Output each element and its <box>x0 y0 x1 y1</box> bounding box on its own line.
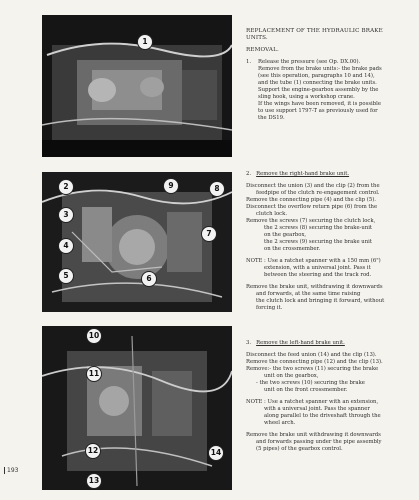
section3-line: - the two screws (10) securing the brake <box>256 380 365 386</box>
callout-9: 9 <box>163 178 179 194</box>
section-1-subtitle: REMOVAL. <box>246 47 279 53</box>
callout-12: 12 <box>85 443 101 459</box>
section-1-line: sling hook, using a workshop crane. <box>258 94 355 100</box>
callout-10: 10 <box>86 328 102 344</box>
callout-8: 8 <box>209 181 225 197</box>
section3-line: Remove the brake unit withdrawing it downwards <box>246 432 381 438</box>
section2-line: forcing it. <box>256 305 283 311</box>
section3-line: Remove:- the two screws (11) securing the brake <box>246 366 379 372</box>
callout-1: 1 <box>137 34 153 50</box>
section2-line: on the gearbox, <box>264 232 307 238</box>
section-1-line: If the wings have been removed, it is possible <box>258 101 381 107</box>
section-2-heading: Remove the right-hand brake unit. <box>256 171 350 177</box>
callout-2: 2 <box>58 179 74 195</box>
section2-line: clutch lock. <box>256 211 288 217</box>
section-3 <box>246 340 412 453</box>
section3-line: Disconnect the feed union (14) and the clip (13). <box>246 352 377 358</box>
section2-line: between the steering and the track rod. <box>264 272 372 278</box>
section-1-line: (see this operation, paragraphs 10 and 14), <box>258 73 375 79</box>
callout-4: 4 <box>58 238 74 254</box>
section3-line: and forwards passing under the pipe assembly <box>256 439 382 445</box>
section-3-heading: Remove the left-hand brake unit. <box>256 340 345 346</box>
section2-line: Disconnect the overflow return pipe (6) from the <box>246 204 378 210</box>
section-3-heading-row <box>246 340 412 347</box>
section2-line: extension, with a universal joint. Pass it <box>264 265 371 271</box>
section3-line: with a universal joint. Pass the spanner <box>264 406 370 412</box>
section3-line: (5 pipes) of the gearbox control. <box>256 446 343 452</box>
section3-line: unit on the front crossmember. <box>264 387 348 393</box>
section-1-line: Support the engine-gearbox assembly by the <box>258 87 379 93</box>
section2-line: Disconnect the union (3) and the clip (2) from the <box>246 183 380 189</box>
section2-line: and forwards, at the same time raising <box>256 291 361 297</box>
section-1-title-line1: REPLACEMENT OF THE HYDRAULIC BRAKE <box>246 28 383 34</box>
section-1-line: and the tube (1) connecting the brake units. <box>258 80 377 86</box>
section-1 <box>246 28 412 122</box>
section-1-line: Release the pressure (see Op. DX.00). <box>258 59 361 65</box>
section2-line: feedpipe of the clutch re-engagement control. <box>256 190 380 196</box>
section2-line: on the crossmember. <box>264 246 321 252</box>
callout-7: 7 <box>201 226 217 242</box>
section-3-body <box>246 352 412 453</box>
callout-6: 6 <box>141 271 157 287</box>
engine-photo-1 <box>42 15 232 157</box>
callout-13: 13 <box>86 473 102 489</box>
section3-line: Remove the connecting pipe (12) and the clip (13). <box>246 359 383 365</box>
section-1-step-number: 1. <box>246 59 252 65</box>
section-1-line: Remove from the brake units:- the brake pads <box>258 66 382 72</box>
section-2 <box>246 171 412 312</box>
section2-line: Remove the screws (7) securing the clutch lock, <box>246 218 376 224</box>
page-number: 193 <box>4 467 18 474</box>
section3-line: NOTE : Use a ratchet spanner with an extension, <box>246 399 379 405</box>
section-3-step-number: 3. <box>246 340 252 346</box>
section-1-line: the DS19. <box>258 115 285 121</box>
callout-14: 14 <box>208 445 224 461</box>
section-1-line: to use support 1797-T as previously used for <box>258 108 378 114</box>
section2-line: Remove the connecting pipe (4) and the clip (5). <box>246 197 376 203</box>
section3-line: unit on the gearbox, <box>264 373 319 379</box>
section-2-heading-row <box>246 171 412 178</box>
section-2-step-number: 2. <box>246 171 252 177</box>
section3-line: along parallel to the driveshaft through the <box>264 413 381 419</box>
section3-line: wheel arch. <box>264 420 296 426</box>
section2-line: the 2 screws (8) securing the brake-unit <box>264 225 373 231</box>
callout-5: 5 <box>58 268 74 284</box>
section-1-step <box>246 59 412 122</box>
callout-11: 11 <box>86 366 102 382</box>
engine-photo-3 <box>42 326 232 490</box>
section-1-title-line2: UNITS. <box>246 35 268 41</box>
section2-line: the clutch lock and bringing it forward, without <box>256 298 385 304</box>
section2-line: Remove the brake unit, withdrawing it downwards <box>246 284 383 290</box>
callout-3: 3 <box>58 207 74 223</box>
section-2-body <box>246 183 412 312</box>
section2-line: NOTE : Use a ratchet spanner with a 150 mm (6") <box>246 258 381 264</box>
section2-line: the 2 screws (9) securing the brake unit <box>264 239 372 245</box>
